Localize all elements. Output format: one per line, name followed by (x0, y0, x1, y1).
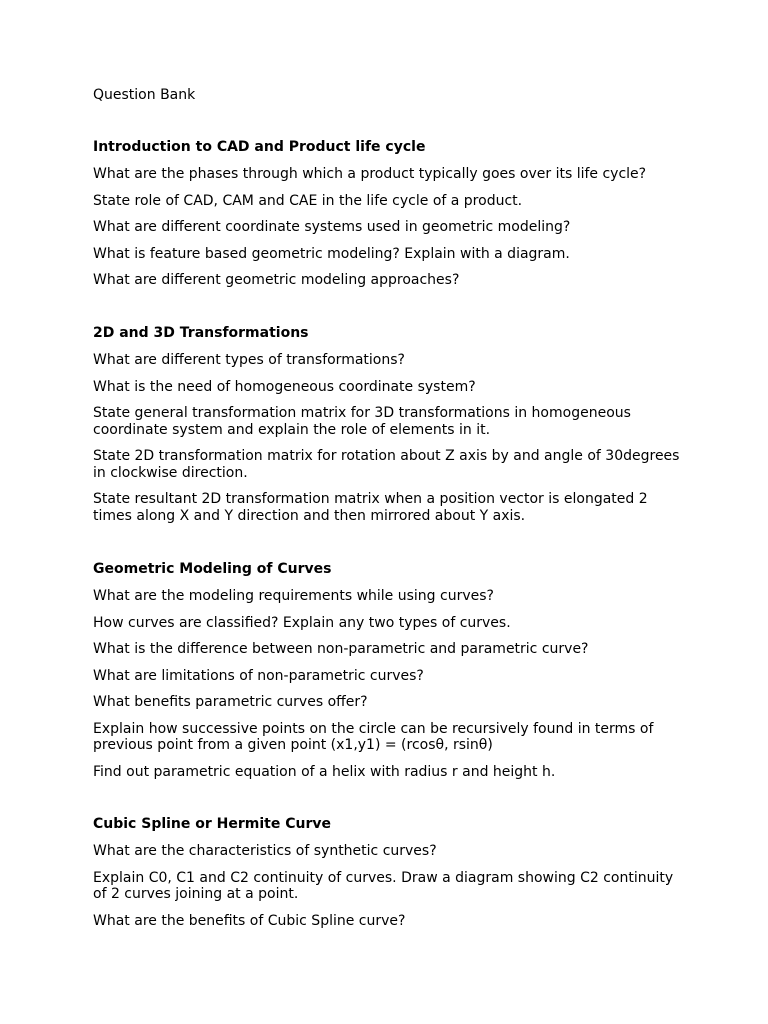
section-heading: Geometric Modeling of Curves (93, 561, 332, 577)
section-geometric-modeling-curves (93, 561, 683, 790)
question-item: What is the need of homogeneous coordinate system? (93, 378, 476, 395)
section-cad-product-lifecycle (93, 139, 683, 299)
question-item: Explain how successive points on the circle can be recursively found in terms of previous point from a given point (x1,y1) = (rcosθ, rsinθ) (93, 720, 654, 753)
question-item: What are different types of transformations? (93, 352, 405, 368)
question-item: State 2D transformation matrix for rotation about Z axis by and angle of 30degrees in clockwise direction. (93, 448, 680, 481)
question-item: What are limitations of non-parametric curves? (93, 667, 424, 684)
question-item: What are the benefits of Cubic Spline curve? (93, 912, 406, 929)
question-list (93, 352, 683, 524)
section-heading: Introduction to CAD and Product life cycle (93, 139, 426, 155)
question-list (93, 588, 683, 780)
question-item: State role of CAD, CAM and CAE in the life cycle of a product. (93, 192, 523, 209)
section-cubic-spline-hermite (93, 816, 683, 939)
question-list (93, 166, 683, 289)
question-item: State resultant 2D transformation matrix when a position vector is elongated 2 times along X and Y direction and then mirrored about Y axis. (93, 491, 648, 524)
question-item: What is the difference between non-parametric and parametric curve? (93, 641, 589, 657)
section-transformations (93, 325, 683, 534)
question-item: Find out parametric equation of a helix with radius r and height h. (93, 763, 556, 780)
question-item: How curves are classified? Explain any two types of curves. (93, 614, 511, 631)
question-item: What are the phases through which a product typically goes over its life cycle? (93, 166, 647, 182)
question-list (93, 843, 683, 929)
question-item: What are different geometric modeling approaches? (93, 272, 460, 288)
question-item: What is feature based geometric modeling? Explain with a diagram. (93, 245, 570, 262)
question-item: What are the modeling requirements while using curves? (93, 588, 494, 604)
section-heading: Cubic Spline or Hermite Curve (93, 816, 331, 832)
section-heading: 2D and 3D Transformations (93, 325, 309, 341)
question-item: What are different coordinate systems used in geometric modeling? (93, 219, 571, 235)
question-item: Explain C0, C1 and C2 continuity of curves. Draw a diagram showing C2 continuity of 2 curves joining at a point. (93, 869, 674, 902)
question-item: What are the characteristics of synthetic curves? (93, 843, 437, 859)
document-title: Question Bank (93, 87, 196, 103)
document-page (93, 0, 693, 1024)
question-item: State general transformation matrix for 3D transformations in homogeneous coordinate system and explain the role of elements in it. (93, 405, 631, 438)
question-item: What benefits parametric curves offer? (93, 694, 368, 710)
